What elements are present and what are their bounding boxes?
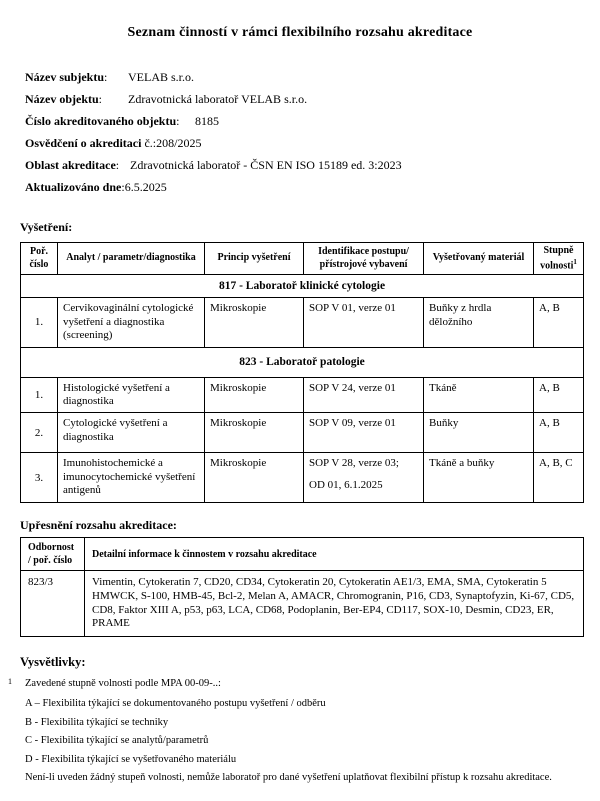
table-row (21, 298, 584, 347)
metadata-row-updated (25, 180, 585, 202)
metadata-row-area (25, 158, 585, 180)
metadata-label: Název subjektu: (25, 70, 108, 84)
cell-analyte: Cervikovaginální cytologické vyšetření a diagnostika (screening) (58, 298, 205, 347)
col-header-material: Vyšetřovaný materiál (424, 243, 534, 275)
col-header-analyte: Analyt / parametr/diagnostika (58, 243, 205, 275)
cell-number: 1. (21, 377, 58, 413)
metadata-value: Zdravotnická laboratoř VELAB s.r.o. (128, 92, 308, 106)
cell-identification: SOP V 01, verze 01 (304, 298, 424, 347)
section-title: 823 - Laboratoř patologie (21, 347, 584, 377)
col-header-freedom: Stupně volnosti$^1$ (534, 243, 584, 275)
cell-detail-info: Vimentin, Cytokeratin 7, CD20, CD34, Cytokeratin 20, Cytokeratin AE1/3, EMA, SMA, Cytokeratin 5 HMWCK, S-100, HMB-45, Bcl-2, Melan A, AMACR, Chromogranin, P16, CD3, Synaptofyzin, Ki-67, CD5, CD8, Faktor XIII A, p53, p63, LCA, CD68, Podoplanin, Ber-EP4, CD117, SOX-10, Desmin, CD23, ER, PRAME (85, 571, 584, 637)
col-header-detail-info: Detailní informace k činnostem v rozsahu akreditace (85, 538, 584, 571)
table-row (21, 377, 584, 413)
metadata-label: Osvědčení o akreditaci č.: (25, 136, 157, 150)
col-header-specialty: Odbornost / poř. číslo (21, 538, 85, 571)
cell-number: 1. (21, 298, 58, 347)
col-header-principle: Princip vyšetření (205, 243, 304, 275)
metadata-value: 6.5.2025 (124, 180, 167, 194)
cell-material: Buňky z hrdla děložního (424, 298, 534, 347)
cell-analyte: Histologické vyšetření a diagnostika (58, 377, 205, 413)
metadata-label: Název objektu: (25, 92, 103, 106)
page-title: Seznam činností v rámci flexibilního rozsahu akreditace (127, 25, 473, 40)
col-header-number: Poř. číslo (21, 243, 58, 275)
cell-specialty-code: 823/3 (21, 571, 85, 637)
metadata-value: 8185 (195, 114, 219, 128)
refinement-heading: Upřesnění rozsahu akreditace: (20, 518, 177, 532)
cell-freedom: A, B, C (534, 453, 584, 503)
explanations-heading: Vysvětlivky: (20, 655, 86, 669)
table-row (21, 453, 584, 503)
explanations-block (8, 677, 587, 783)
detail-header-row (21, 538, 584, 571)
footnote-intro: 1 Zavedené stupně volnosti podle MPA 00-09-..: (8, 677, 221, 689)
examinations-heading: Vyšetření: (20, 220, 73, 234)
cell-freedom: A, B (534, 413, 584, 453)
cell-freedom: A, B (534, 298, 584, 347)
cell-identification: SOP V 09, verze 01 (304, 413, 424, 453)
section-row-817 (21, 275, 584, 298)
metadata-row-subject (25, 70, 585, 92)
explanation-note: Není-li uveden žádný stupeň volnosti, nemůže laboratoř pro dané vyšetření uplatňovat flexibilní přístup k rozsahu akreditace. (25, 772, 552, 783)
metadata-label: Oblast akreditace: (25, 158, 120, 172)
col-header-identification: Identifikace postupu/ přístrojové vybavení (304, 243, 424, 275)
cell-principle: Mikroskopie (205, 298, 304, 347)
cell-principle: Mikroskopie (205, 413, 304, 453)
cell-number: 3. (21, 453, 58, 503)
cell-material: Buňky (424, 413, 534, 453)
metadata-value: Zdravotnická laboratoř - ČSN EN ISO 15189 ed. 3:2023 (130, 158, 402, 172)
metadata-value: 208/2025 (156, 136, 202, 150)
cell-analyte: Cytologické vyšetření a diagnostika (58, 413, 205, 453)
footnote-reference: 1 (573, 257, 577, 266)
cell-identification: SOP V 28, verze 03; OD 01, 6.1.2025 (304, 453, 424, 503)
metadata-block (25, 70, 585, 202)
explanation-item-a: A – Flexibilita týkající se dokumentovaného postupu vyšetření / odběru (25, 698, 326, 709)
examinations-table (20, 242, 584, 503)
cell-principle: Mikroskopie (205, 377, 304, 413)
explanation-item-c: C - Flexibilita týkající se analytů/parametrů (25, 735, 209, 746)
metadata-row-certificate (25, 136, 585, 158)
exam-header-row (21, 243, 584, 275)
metadata-label: Číslo akreditovaného objektu: (25, 114, 180, 128)
footnote-marker: 1 (8, 677, 12, 686)
explanation-item-b: B - Flexibilita týkající se techniky (25, 716, 169, 728)
section-title: 817 - Laboratoř klinické cytologie (21, 275, 584, 298)
explanation-item-d: D - Flexibilita týkající se vyšetřovaného materiálu (25, 753, 237, 765)
cell-material: Tkáně a buňky (424, 453, 534, 503)
metadata-row-object-number (25, 114, 585, 136)
refinement-table (20, 537, 584, 637)
metadata-value: VELAB s.r.o. (128, 70, 194, 84)
metadata-row-object (25, 92, 585, 114)
cell-principle: Mikroskopie (205, 453, 304, 503)
cell-identification: SOP V 24, verze 01 (304, 377, 424, 413)
cell-number: 2. (21, 413, 58, 453)
cell-analyte: Imunohistochemické a imunocytochemické vyšetření antigenů (58, 453, 205, 503)
metadata-label: Aktualizováno dne: (25, 180, 125, 194)
table-row (21, 571, 584, 637)
section-row-823 (21, 347, 584, 377)
cell-freedom: A, B (534, 377, 584, 413)
cell-material: Tkáně (424, 377, 534, 413)
table-row (21, 413, 584, 453)
